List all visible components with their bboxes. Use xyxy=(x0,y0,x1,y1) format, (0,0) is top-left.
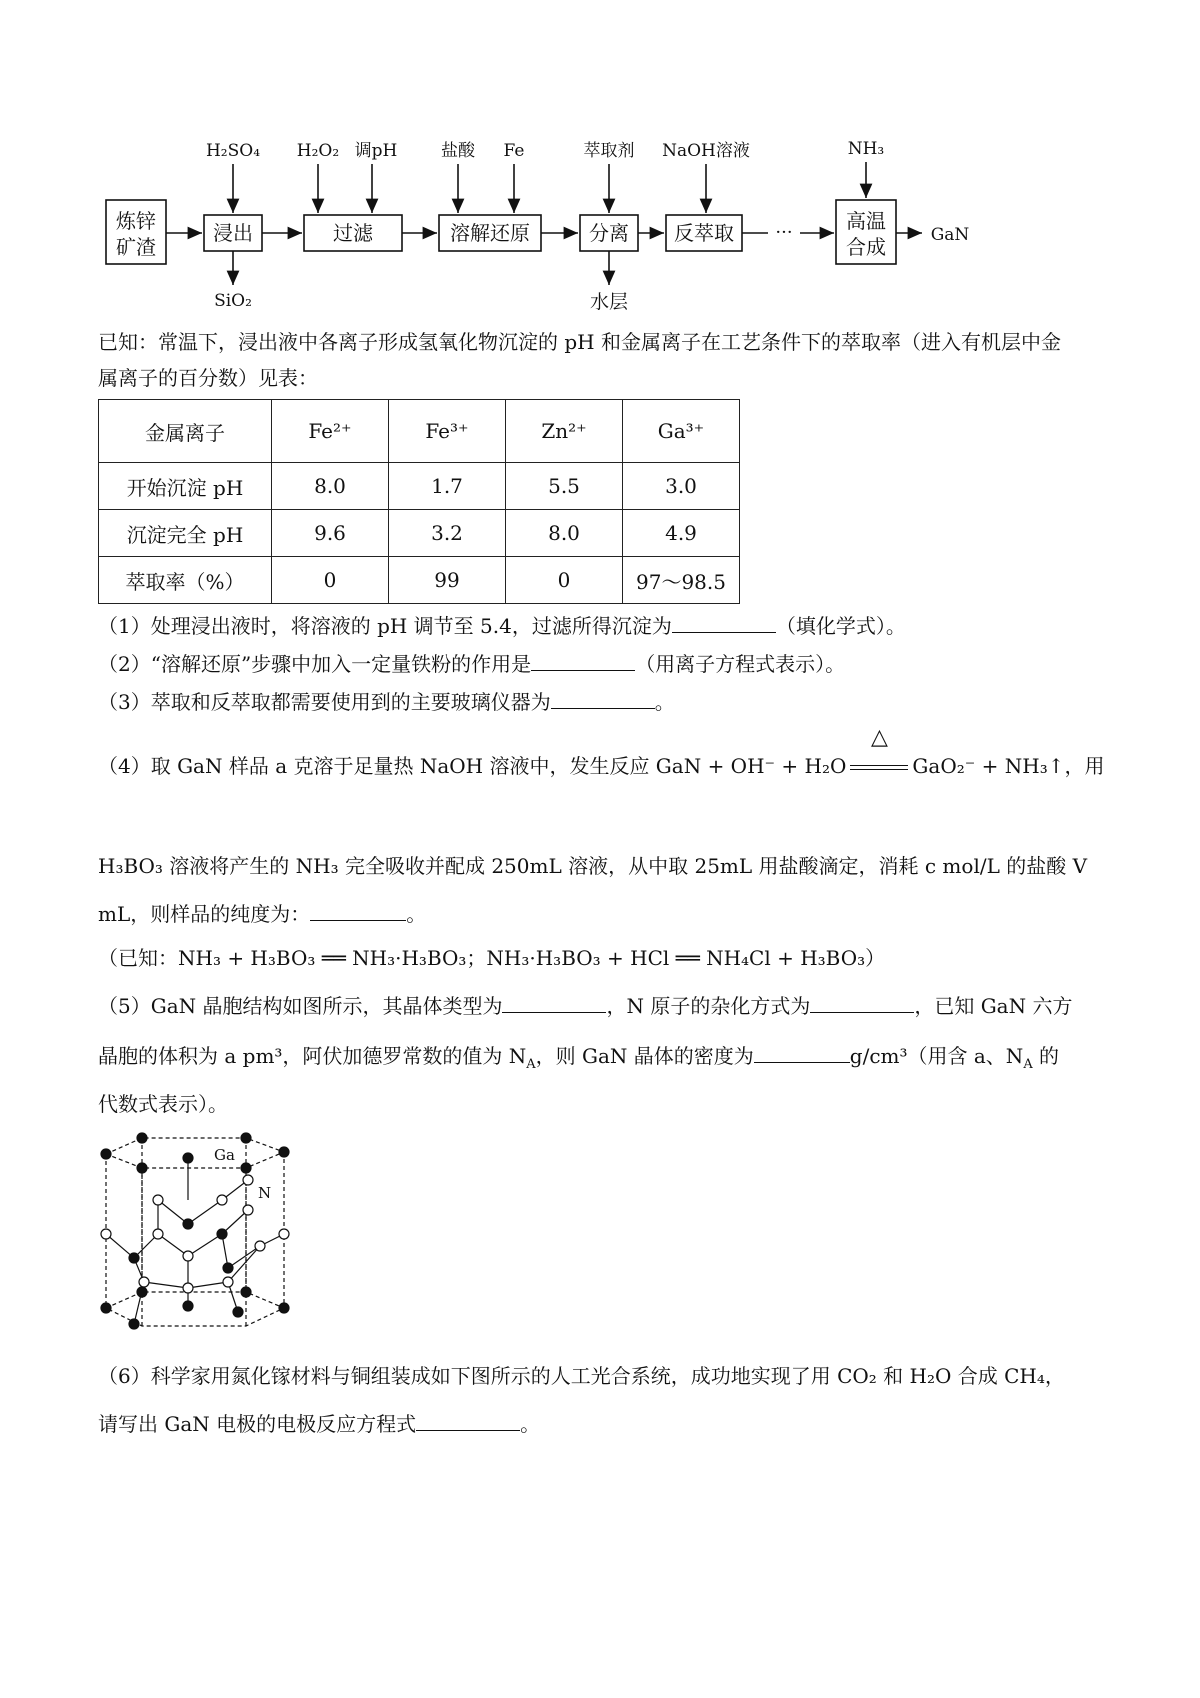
answer-blank[interactable] xyxy=(502,994,606,1013)
answer-blank[interactable] xyxy=(754,1044,850,1063)
question-4-line1 xyxy=(98,725,1105,780)
output-gan: GaN xyxy=(930,225,970,245)
question-5-line1 xyxy=(98,992,1072,1020)
table-row xyxy=(99,557,740,604)
box-ore-top: 炼锌 xyxy=(116,209,156,233)
answer-blank[interactable] xyxy=(672,614,776,633)
reagent-hcl: 盐酸 xyxy=(441,141,475,161)
process-flowchart xyxy=(0,130,1200,320)
q5-subscript-a: A xyxy=(526,1057,536,1072)
table-cell: 1.7 xyxy=(389,463,506,510)
table-cell: 3.2 xyxy=(389,510,506,557)
q6-text-end: 。 xyxy=(520,1412,541,1436)
table-cell: 萃取率（%） xyxy=(99,557,272,604)
q1-text: （1）处理浸出液时，将溶液的 pH 调节至 5.4，过滤所得沉淀为 xyxy=(98,614,672,638)
question-4-line3 xyxy=(98,900,426,928)
reagent-h2so4: H₂SO₄ xyxy=(205,141,261,161)
q6-text: 请写出 GaN 电极的电极反应方程式 xyxy=(98,1412,417,1436)
table-header-cell: Fe³⁺ xyxy=(389,400,506,463)
table-row xyxy=(99,510,740,557)
table-header-row xyxy=(99,400,740,463)
q4-text-purity: mL，则样品的纯度为： xyxy=(98,902,311,926)
question-1 xyxy=(98,612,906,640)
box-ore-bottom: 矿渣 xyxy=(116,235,156,259)
box-separate: 分离 xyxy=(589,221,629,245)
answer-blank[interactable] xyxy=(531,652,635,671)
table-cell: 0 xyxy=(506,557,623,604)
q5-text-c: ，已知 GaN 六方 xyxy=(914,994,1073,1018)
box-hightemp-bottom: 合成 xyxy=(846,235,886,259)
table-header-cell: Zn²⁺ xyxy=(506,400,623,463)
reagent-fe: Fe xyxy=(503,141,525,161)
table-header-cell: 金属离子 xyxy=(99,400,272,463)
ion-data-table xyxy=(98,399,740,604)
heat-condition-symbol: △ xyxy=(870,725,888,750)
table-cell: 沉淀完全 pH xyxy=(99,510,272,557)
box-leach: 浸出 xyxy=(213,221,253,245)
flow-ellipsis: ··· xyxy=(775,222,793,243)
q1-text-end: （填化学式）。 xyxy=(775,614,906,638)
question-5-line3: 代数式表示）。 xyxy=(98,1092,228,1116)
box-back-extraction: 反萃取 xyxy=(674,221,734,245)
reagent-naoh: NaOH溶液 xyxy=(662,141,750,161)
table-header-cell: Fe²⁺ xyxy=(272,400,389,463)
table-cell: 97～98.5 xyxy=(623,557,740,604)
output-sio2: SiO₂ xyxy=(214,291,252,311)
answer-blank[interactable] xyxy=(310,902,406,921)
table-cell: 9.6 xyxy=(272,510,389,557)
crystal-label-ga: Ga xyxy=(214,1146,235,1164)
box-hightemp-top: 高温 xyxy=(846,209,886,233)
box-filter: 过滤 xyxy=(333,221,373,245)
q5-text-d: 晶胞的体积为 a pm³，阿伏加德罗常数的值为 N xyxy=(98,1044,527,1068)
known-intro-line1: 已知：常温下，浸出液中各离子形成氢氧化物沉淀的 pH 和金属离子在工艺条件下的萃取率（进入有机层中金 xyxy=(98,330,1061,354)
q2-text: （2）“溶解还原”步骤中加入一定量铁粉的作用是 xyxy=(98,652,532,676)
question-5-line2 xyxy=(98,1042,1059,1079)
answer-blank[interactable] xyxy=(416,1412,520,1431)
table-cell: 3.0 xyxy=(623,463,740,510)
question-3 xyxy=(98,688,675,716)
q5-text-f: g/cm³（用含 a、N xyxy=(849,1044,1024,1068)
q2-text-end: （用离子方程式表示）。 xyxy=(635,652,846,676)
question-4-known: （已知：NH₃ + H₃BO₃ ══ NH₃·H₃BO₃；NH₃·H₃BO₃ + HCl ══ NH₄Cl + H₃BO₃） xyxy=(98,946,886,970)
q5-text-g: 的 xyxy=(1032,1044,1060,1068)
q5-text-b: ，N 原子的杂化方式为 xyxy=(606,994,811,1018)
table-header-cell: Ga³⁺ xyxy=(623,400,740,463)
q4-text-purity-end: 。 xyxy=(406,902,427,926)
table-cell: 开始沉淀 pH xyxy=(99,463,272,510)
reagent-adjust-ph: 调pH xyxy=(354,141,398,161)
q4-text: （4）取 GaN 样品 a 克溶于足量热 NaOH 溶液中，发生反应 GaN + OH⁻ + H₂O xyxy=(98,754,847,778)
table-cell: 8.0 xyxy=(506,510,623,557)
box-dissolve-reduce: 溶解还原 xyxy=(450,221,530,245)
reagent-nh3: NH₃ xyxy=(847,139,885,159)
question-6-line2 xyxy=(98,1410,540,1438)
question-6-line1: （6）科学家用氮化镓材料与铜组装成如下图所示的人工光合系统，成功地实现了用 CO₂ 和 H₂O 合成 CH₄， xyxy=(98,1364,1065,1388)
q4-text-end: GaO₂⁻ + NH₃↑，用 xyxy=(912,754,1105,778)
q5-subscript-a2: A xyxy=(1023,1057,1033,1072)
answer-blank[interactable] xyxy=(551,690,655,709)
table-row xyxy=(99,463,740,510)
reagent-extractant: 萃取剂 xyxy=(583,141,635,161)
table-cell: 5.5 xyxy=(506,463,623,510)
crystal-label-n: N xyxy=(258,1184,272,1202)
output-water-layer: 水层 xyxy=(589,291,629,313)
q3-text: （3）萃取和反萃取都需要使用到的主要玻璃仪器为 xyxy=(98,690,551,714)
table-cell: 99 xyxy=(389,557,506,604)
table-cell: 4.9 xyxy=(623,510,740,557)
q3-text-end: 。 xyxy=(654,690,675,714)
q5-text: （5）GaN 晶胞结构如图所示，其晶体类型为 xyxy=(98,994,503,1018)
table-cell: 0 xyxy=(272,557,389,604)
q5-text-e: ，则 GaN 晶体的密度为 xyxy=(535,1044,754,1068)
gan-crystal-cell-diagram xyxy=(96,1128,326,1348)
question-4-line2: H₃BO₃ 溶液将产生的 NH₃ 完全吸收并配成 250mL 溶液，从中取 25mL 用盐酸滴定，消耗 c mol/L 的盐酸 V xyxy=(98,854,1088,878)
answer-blank[interactable] xyxy=(810,994,914,1013)
known-intro-line2: 属离子的百分数）见表： xyxy=(98,366,318,390)
table-cell: 8.0 xyxy=(272,463,389,510)
question-2 xyxy=(98,650,845,678)
reagent-h2o2: H₂O₂ xyxy=(296,141,340,161)
